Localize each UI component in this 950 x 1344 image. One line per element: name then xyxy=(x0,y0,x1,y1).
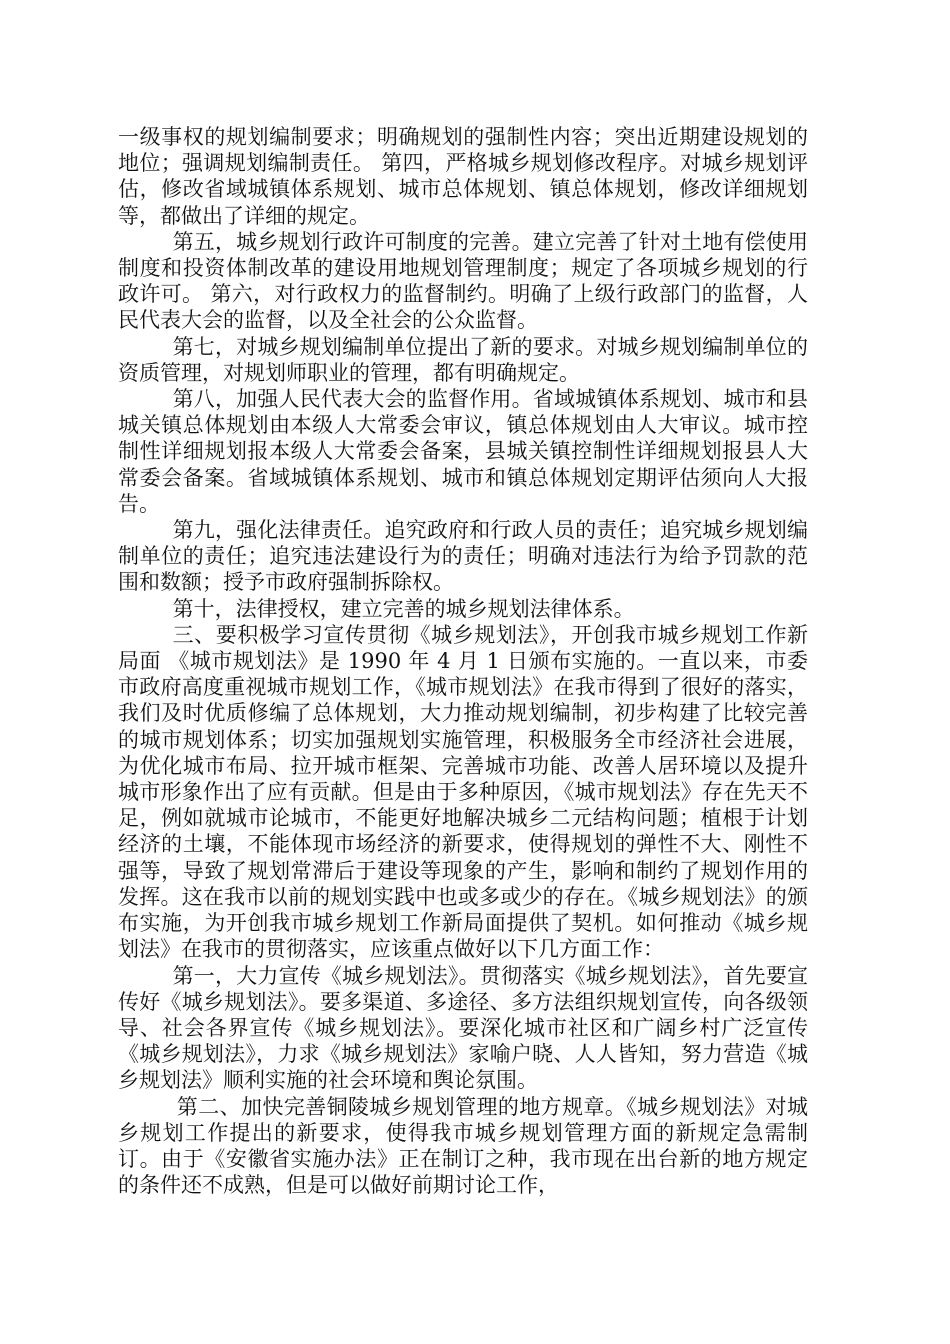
document-body xyxy=(118,124,808,1198)
paragraph-6: 第十，法律授权，建立完善的城乡规划法律体系。 xyxy=(172,596,635,621)
paragraph-8: 第一，大力宣传《城乡规划法》。贯彻落实《城乡规划法》，首先要宣传好《城乡规划法》。要多渠道、多途径、多方法组织规划宣传，向各级领导、社会各界宣传《城乡规划法》。要深化城市社区和广阔乡村广泛宣传《城乡规划法》，力求《城乡规划法》家喻户晓、人人皆知，努力营造《城乡规划法》顺利实施的社会环境和舆论氛围。 xyxy=(118,963,808,1093)
paragraph-1: 一级事权的规划编制要求；明确规划的强制性内容；突出近期建设规划的地位；强调规划编制责任。 第四，严格城乡规划修改程序。对城乡规划评估，修改省域城镇体系规划、城市总体规划、镇总体规划，修改详细规划等，都做出了详细的规定。 xyxy=(118,125,808,228)
paragraph-4: 第八，加强人民代表大会的监督作用。省域城镇体系规划、城市和县城关镇总体规划由本级人大常委会审议，镇总体规划由人大审议。城市控制性详细规划报本级人大常委会备案，县城关镇控制性详细规划报县人大常委会备案。省域城镇体系规划、城市和镇总体规划定期评估须向人大报告。 xyxy=(118,387,808,516)
paragraph-5: 第九，强化法律责任。追究政府和行政人员的责任；追究城乡规划编制单位的责任；追究违法建设行为的责任；明确对违法行为给予罚款的范围和数额；授予市政府强制拆除权。 xyxy=(118,518,808,595)
paragraph-7: 三、要积极学习宣传贯彻《城乡规划法》，开创我市城乡规划工作新局面 《城市规划法》是 1990 年 4 月 1 日颁布实施的。一直以来，市委市政府高度重视城市规划工作，《城市规划法》在我市得到了很好的落实，我们及时优质修编了总体规划，大力推动规划编制，初步构建了比较完善的城市规划体系；切实加强规划实施管理，积极服务全市经济社会进展，为优化城市布局、拉开城市框架、完善城市功能、改善人居环境以及提升城市形象作出了应有贡献。但是由于多种原因，《城市规划法》存在先天不足，例如就城市论城市，不能更好地解决城乡二元结构问题；植根于计划经济的土壤，不能体现市场经济的新要求，使得规划的弹性不大、刚性不强等，导致了规划常滞后于建设等现象的产生，影响和制约了规划作用的发挥。这在我市以前的规划实践中也或多或少的存在。《城乡规划法》的颁布实施，为开创我市城乡规划工作新局面提供了契机。如何推动《城乡规划法》在我市的贯彻落实，应该重点做好以下几方面工作： xyxy=(118,622,808,962)
paragraph-2: 第五，城乡规划行政许可制度的完善。建立完善了针对土地有偿使用制度和投资体制改革的建设用地规划管理制度；规定了各项城乡规划的行政许可。 第六，对行政权力的监督制约。明确了上级行政部门的监督，人民代表大会的监督，以及全社会的公众监督。 xyxy=(118,229,808,333)
paragraph-9: 第二、加快完善铜陵城乡规划管理的地方规章。《城乡规划法》对城乡规划工作提出的新要求，使得我市城乡规划管理方面的新规定急需制订。由于《安徽省实施办法》正在制订之种，我市现在出台新的地方规定的条件还不成熟，但是可以做好前期讨论工作， xyxy=(118,1094,808,1198)
paragraph-3: 第七，对城乡规划编制单位提出了新的要求。对城乡规划编制单位的资质管理，对规划师职业的管理，都有明确规定。 xyxy=(118,334,808,385)
